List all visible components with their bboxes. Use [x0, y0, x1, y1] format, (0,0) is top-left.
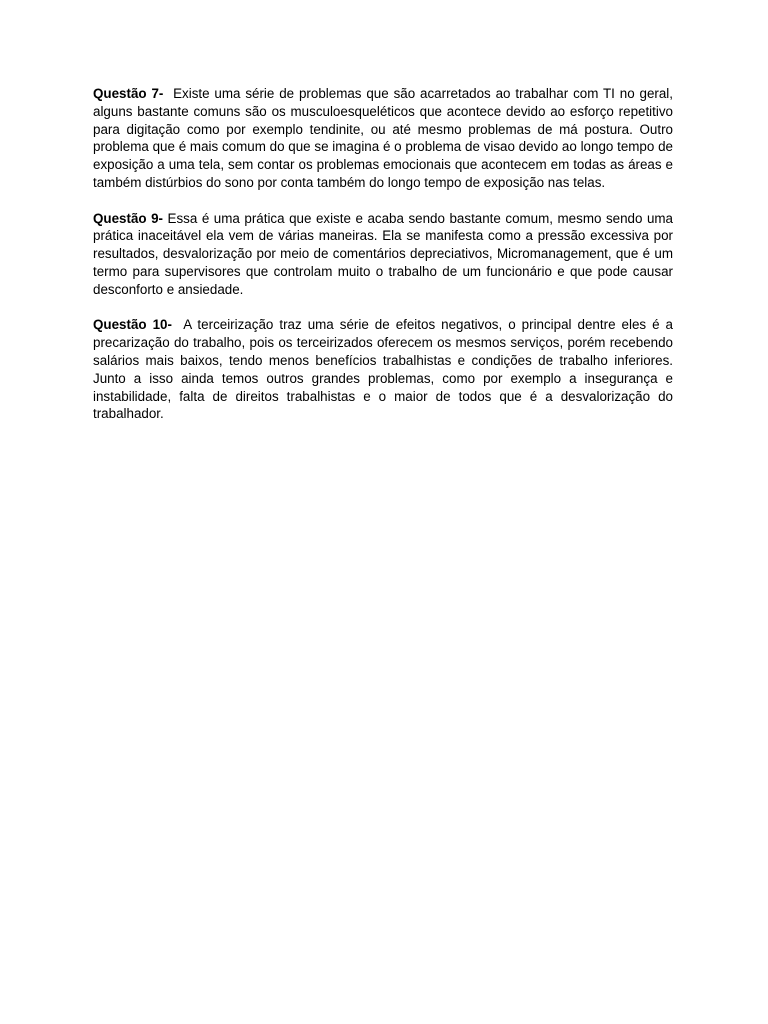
question-label: Questão 9-: [93, 210, 164, 226]
question-label: Questão 7-: [93, 86, 164, 101]
answer-text: Existe uma série de problemas que são acarretados ao trabalhar com TI no geral, alguns bastante comuns são os musculoesqueléticos que acontece devido ao esforço repetitivo para digitação como por exemplo tendinite, ou até mesmo problemas de má postura. Outro problema que é mais comum do que se imagina é o problema de visao devido ao longo tempo de exposição a uma tela, sem contar os problemas emocionais que acontecem em todas as áreas e também distúrbios do sono por conta também do longo tempo de exposição nas telas.: [93, 86, 677, 190]
answer-text: A terceirização traz uma série de efeitos negativos, o principal dentre eles é a precarização do trabalho, pois os terceirizados oferecem os mesmos serviços, porém recebendo salários mais baixos, tendo menos benefícios trabalhistas e condições de trabalho inferiores. Junto a isso ainda temos outros grandes problemas, como por exemplo a insegurança e instabilidade, falta de direitos trabalhistas e o maior de todos que é a desvalorização do trabalhador.: [93, 317, 677, 422]
answer-question-9: [93, 210, 677, 299]
answer-question-7: [93, 85, 677, 192]
document-body: [93, 85, 677, 441]
answer-question-10: [93, 316, 677, 423]
question-label: Questão 10-: [93, 317, 172, 333]
answer-text: Essa é uma prática que existe e acaba sendo bastante comum, mesmo sendo uma prática inaceitável ela vem de várias maneiras. Ela se manifesta como a pressão excessiva por resultados, desvalorização por meio de comentários depreciativos, Micromanagement, que é um termo para supervisores que controlam muito o trabalho de um funcionário e que pode causar desconforto e ansiedade.: [93, 210, 677, 297]
